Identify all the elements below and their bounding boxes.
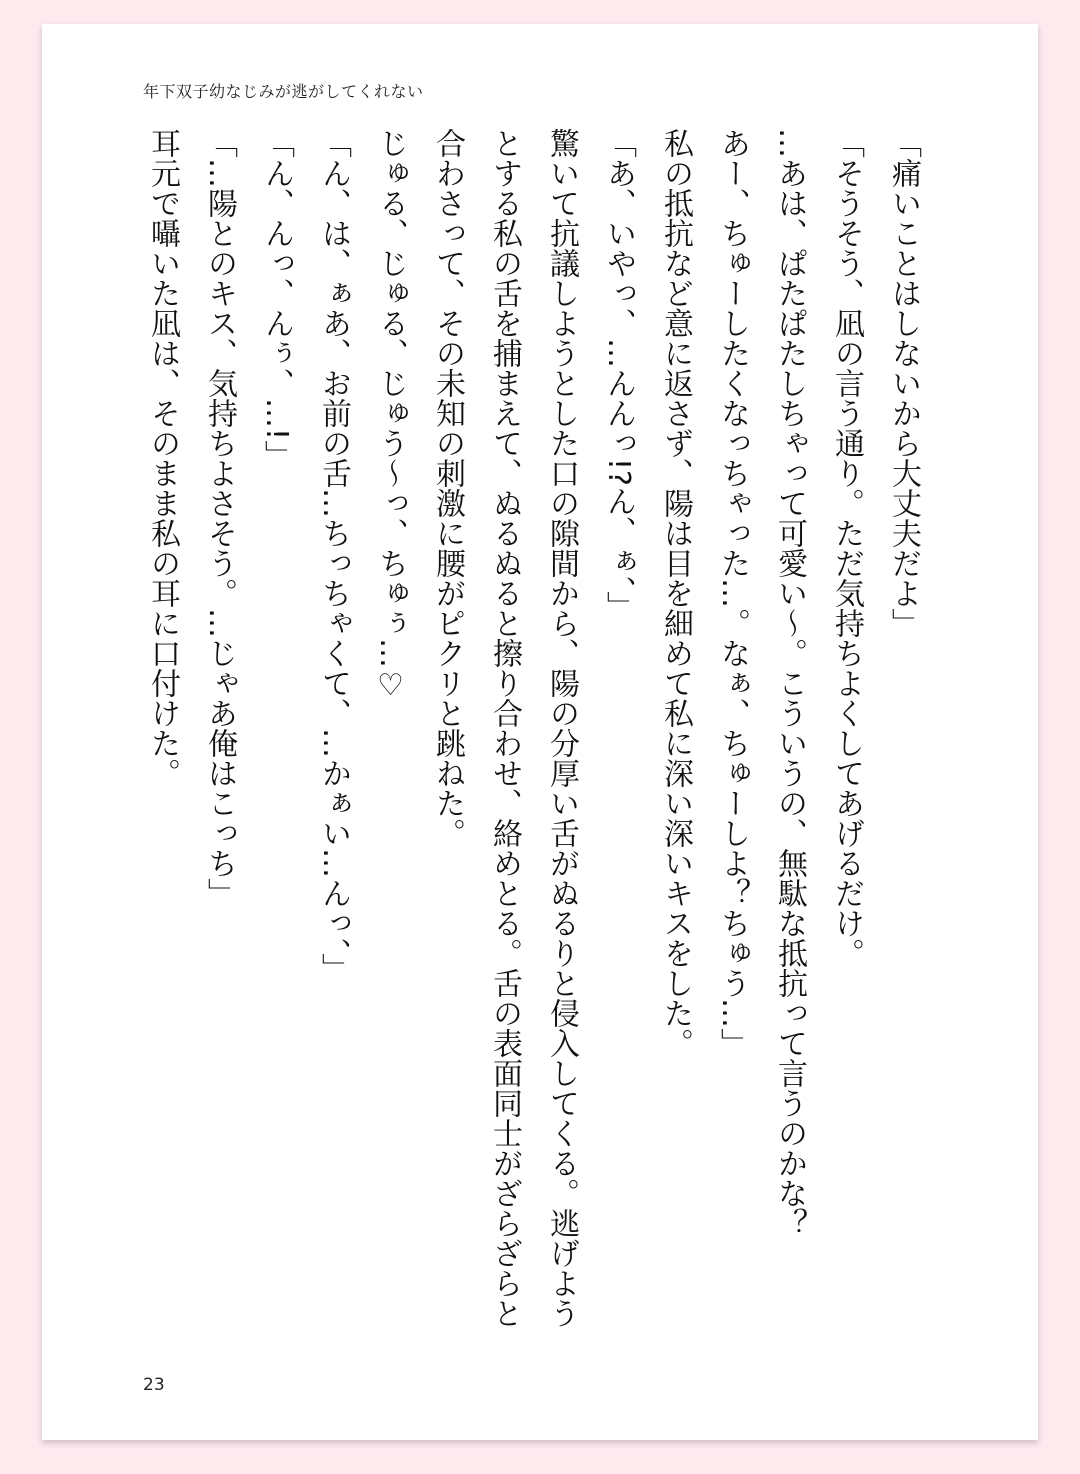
paragraph: 私の抵抗など意に返さず、陽は目を細めて私に深い深いキスをした。 xyxy=(658,128,693,1058)
paragraph: 耳元で囁いた凪は、そのまま私の耳に口付けた。 xyxy=(145,128,180,788)
paragraph: 「あ、いやっ、…んんっ!?ん、ぁ、」 xyxy=(601,128,636,621)
paragraph: 「痛いことはしないから大丈夫だよ」 xyxy=(886,128,921,638)
book-page xyxy=(42,24,1038,1440)
paragraph: 「ん、は、ぁあ、お前の舌…ちっちゃくて、…かぁい…んっ、」 xyxy=(316,128,351,983)
paragraph: 驚いて抗議しようとした口の隙間から、陽の分厚い舌がぬるりと侵入してくる。逃げようとする私の舌を捕まえて、ぬるぬると擦り合わせ、絡めとる。舌の表面同士がざらざらと合わさって、その未知の刺激に腰がピクリと跳ねた。 xyxy=(430,128,579,1328)
paragraph: 「…陽とのキス、気持ちよさそう。…じゃあ俺はこっち」 xyxy=(202,128,237,908)
paragraph: あー、ちゅーしたくなっちゃった…。なぁ、ちゅーしよ？ちゅう…」 xyxy=(715,128,750,1058)
paragraph: 「ん、んっ、んぅ、…!」 xyxy=(259,128,294,471)
page-number: 23 xyxy=(143,1375,165,1395)
paragraph: 「そうそう、凪の言う通り。ただ気持ちよくしてあげるだけ。 xyxy=(829,128,864,968)
vertical-body-text xyxy=(145,128,932,1338)
paragraph: …あは、ぱたぱたしちゃって可愛い〜。こういうの、無駄な抵抗って言うのかな？ xyxy=(772,128,807,1238)
running-header: 年下双子幼なじみが逃がしてくれない xyxy=(143,82,424,101)
paragraph: じゅる、じゅる、じゅう〜っ、ちゅぅ…♡ xyxy=(373,128,408,703)
